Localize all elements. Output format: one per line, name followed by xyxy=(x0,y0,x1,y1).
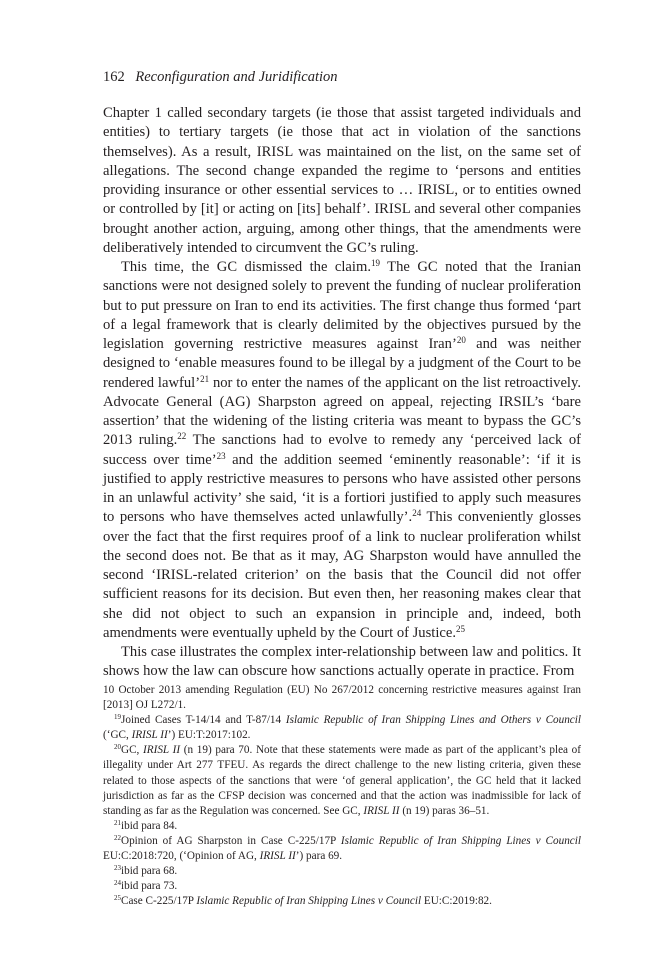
footnote-text: ibid para 68. xyxy=(121,865,178,878)
footnotes xyxy=(103,683,581,909)
footnote-number: 23 xyxy=(114,864,121,873)
footnote-number: 21 xyxy=(114,818,121,827)
case-short-name: IRISL II xyxy=(259,850,296,863)
footnote-23 xyxy=(103,864,581,879)
paragraph-text: This conveniently glosses over the fact that the first requires proof of a link to nuclear proliferation whilst the second does not. Be that as it may, AG Sharpston would have annulled the second ‘IRISL-related criterion’ on the basis that the Council did not offer sufficient reasons for its decision. But even then, her reasoning makes clear that she did not object to such an expansion in principle and, indeed, both amendments were eventually upheld by the Court of Justice. xyxy=(103,509,582,641)
footnote-20 xyxy=(103,743,581,818)
case-name: Islamic Republic of Iran Shipping Lines and Others v Council xyxy=(285,714,581,727)
footnote-22 xyxy=(103,834,581,864)
footnote-number: 24 xyxy=(114,879,121,888)
footnote-text: Case C-225/17P xyxy=(121,895,197,908)
footnote-text: (n 19) paras 36–51. xyxy=(399,804,490,817)
footnote-continuation xyxy=(103,683,581,713)
main-text xyxy=(103,104,581,682)
footnote-text: (‘GC, xyxy=(103,729,132,742)
running-header xyxy=(103,68,583,86)
footnote-ref-24[interactable]: 24 xyxy=(412,508,422,519)
footnote-24 xyxy=(103,879,581,894)
footnote-ref-22[interactable]: 22 xyxy=(177,431,187,442)
footnote-ref-19[interactable]: 19 xyxy=(370,258,380,268)
footnote-text: EU:C:2018:720, (‘Opinion of AG, xyxy=(103,850,260,863)
footnote-text: (n 19) para 70. Note that these statements were made as part of the applicant’s plea of illegality under Art 277 TFEU. As regards the direct challenge to the new listing criteria, given these related to those aspects of the sanctions that were ‘of general application’, the GC held that it lacked jurisdiction as far as the CFSP decision was concerned and that the action was inadmissible for lack of standing as far as the Regulation was concerned. See GC, xyxy=(103,744,582,817)
page-number: 162 xyxy=(103,69,125,85)
footnote-text: EU:C:2019:82. xyxy=(421,895,492,908)
case-short-name: IRISL II xyxy=(143,744,181,757)
case-short-name: IRISL II xyxy=(131,729,168,742)
footnote-text: ’) para 69. xyxy=(295,850,343,863)
footnote-21 xyxy=(103,819,581,834)
running-title: Reconfiguration and Juridification xyxy=(135,69,338,85)
footnote-ref-21[interactable]: 21 xyxy=(200,373,210,384)
footnote-text: 10 October 2013 amending Regulation (EU) No 267/2012 concerning restrictive measures against Iran [2013] OJ L272/1. xyxy=(103,684,581,712)
paragraph-text: The sanctions had to evolve to remedy any ‘perceived lack of success over time’ xyxy=(103,432,581,468)
footnote-number: 19 xyxy=(114,713,121,722)
case-name: Islamic Republic of Iran Shipping Lines v Council xyxy=(196,895,422,908)
paragraph-1 xyxy=(103,104,581,258)
paragraph-3 xyxy=(103,643,581,682)
footnote-ref-23[interactable]: 23 xyxy=(216,450,226,461)
footnote-number: 22 xyxy=(114,833,121,842)
footnote-text: ibid para 73. xyxy=(121,880,178,893)
paragraph-text: nor to enter the names of the applicant on the list retroactively. Advocate General (AG) Sharpston agreed on appeal, rejecting IRSIL’s ‘bare assertion’ that the widening of the listing criteria was meant to bypass the GC’s 2013 ruling. xyxy=(103,374,581,449)
paragraph-2 xyxy=(103,258,581,643)
footnote-number: 25 xyxy=(114,894,121,903)
footnote-text: GC, xyxy=(121,744,144,757)
footnote-number: 20 xyxy=(114,743,121,752)
footnote-text: Joined Cases T-14/14 and T-87/14 xyxy=(121,714,286,727)
footnote-text: ’) EU:T:2017:102. xyxy=(167,729,251,742)
paragraph-text: and the addition seemed ‘eminently reasonable’: ‘if it is justified to apply restrictive measures to persons who have assisted other persons in an unlawful activity’ she said, ‘it is a fortiori justified to apply such measures to persons who have themselves acted unlawfully’. xyxy=(103,451,581,526)
footnote-text: ibid para 84. xyxy=(121,819,178,832)
footnote-19 xyxy=(103,713,581,743)
case-name: Islamic Republic of Iran Shipping Lines v Council xyxy=(340,834,581,847)
footnote-text: Opinion of AG Sharpston in Case C-225/17P xyxy=(121,834,341,847)
paragraph-text: This time, the GC dismissed the claim. xyxy=(121,259,371,275)
case-short-name: IRISL II xyxy=(363,804,400,817)
paragraph-text: The GC noted that the Iranian sanctions were not designed solely to prevent the funding of nuclear proliferation but to put pressure on Iran to end its activities. The first change thus formed ‘part of a legal framework that is clearly delimited by the objectives pursued by the legislation governing restrictive measures against Iran’ xyxy=(103,259,581,352)
footnote-25 xyxy=(103,894,581,909)
paragraph-text: This case illustrates the complex inter-relationship between law and politics. It shows how the law can obscure how sanctions actually operate in practice. From xyxy=(103,644,581,680)
paragraph-text: and was neither designed to ‘enable measures found to be illegal by a judgment of the Court to be rendered lawful’ xyxy=(103,336,581,391)
footnote-ref-20[interactable]: 20 xyxy=(456,335,466,345)
paragraph-text: Chapter 1 called secondary targets (ie those that assist targeted individuals and entities) to tertiary targets (ie those that act in violation of the sanctions themselves). As a result, IRISL was maintained on the list, on the same set of allegations. The second change expanded the regime to ‘persons and entities providing insurance or other essential services to … IRISL, or to entities owned or controlled by [it] or acting on [its] behalf’. IRISL and several other companies brought another action, arguing, among other things, that the amendments were deliberatively intended to circumvent the GC’s ruling. xyxy=(103,105,581,256)
footnote-ref-25[interactable]: 25 xyxy=(456,623,465,634)
